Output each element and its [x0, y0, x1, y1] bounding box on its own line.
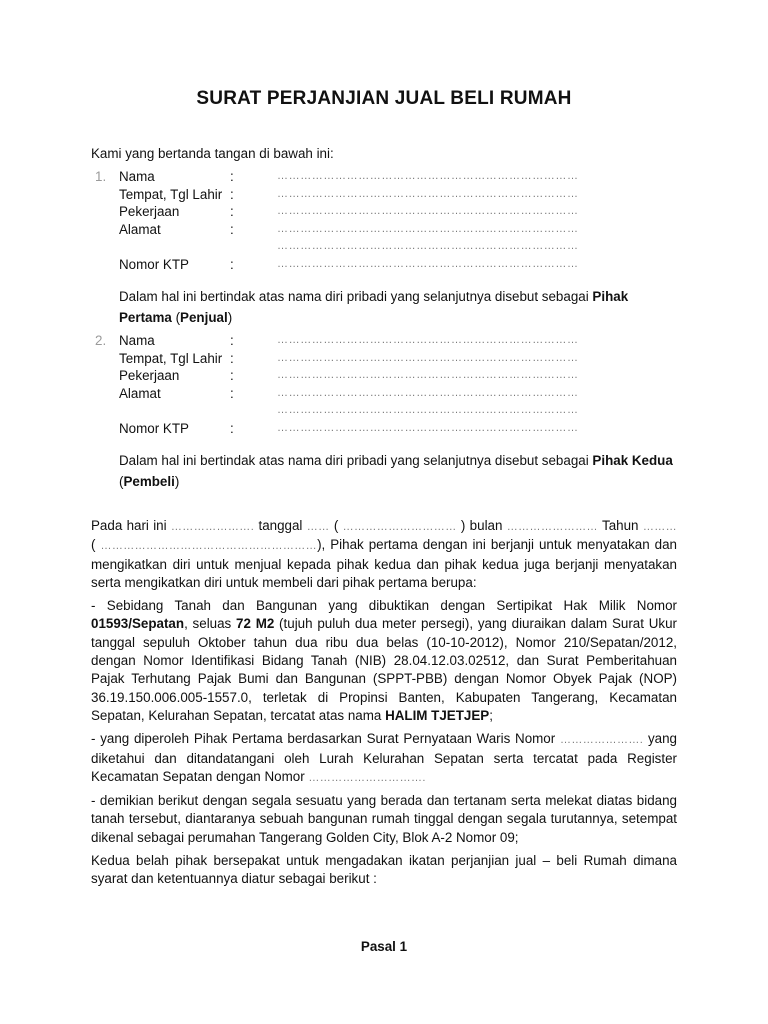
party-2-ktp-row [91, 420, 681, 438]
role-text: ( [171, 309, 181, 325]
role-bold: Pembeli [123, 473, 175, 489]
role-text: ) [174, 473, 180, 489]
paragraph-text: , seluas [184, 616, 237, 632]
paragraph-text: ) bulan [456, 518, 507, 533]
fill-in-dots: …………………………………………………………………… [277, 421, 579, 434]
field-label: Tempat, Tgl Lahir [119, 350, 223, 366]
party-1-block [91, 168, 681, 328]
field-label: Pekerjaan [119, 204, 180, 220]
fill-in-dots: ………………………………………………… [100, 540, 318, 553]
party-2-tempat-row [91, 350, 681, 368]
field-colon: : [230, 385, 234, 401]
party-2-alamat-row-2 [91, 402, 681, 420]
party-1-ktp-row [91, 256, 681, 274]
field-colon: : [230, 221, 234, 237]
paragraph-text: Tahun [597, 518, 643, 533]
fill-in-dots: …………………………………………………………………… [277, 187, 579, 200]
fill-in-dots: …………………………………………………………………… [277, 334, 579, 346]
fill-in-dots: ………………………… [342, 521, 457, 533]
paragraph-agreement-terms: Kedua belah pihak bersepakat untuk mengadakan ikatan perjanjian jual – beli Rumah dimana syarat dan ketentuannya diatur sebagai berikut : [91, 853, 677, 887]
paragraph-agreement-date [91, 517, 677, 592]
paragraph-text: ), Pihak pertama dengan ini berjanji untuk menyatakan dan mengikatkan diri untuk menjual kepada pihak kedua dan pihak kedua juga berjanji menyatakan serta mengikatkan diri untuk membeli dari pihak pertama berupa: [91, 537, 677, 590]
paragraph-text: - yang diperoleh Pihak Pertama berdasarkan Surat Pernyataan Waris Nomor [91, 731, 560, 747]
land-area: 72 M2 [236, 616, 275, 632]
document-body [91, 517, 677, 894]
party-1-alamat-row [91, 221, 681, 239]
field-colon: : [230, 256, 234, 272]
paragraph-text: (tujuh puluh dua meter persegi), yang diuraikan dalam Surat Ukur tanggal sepuluh Oktober tahun dua ribu dua belas (10-10-2012), Nomor 210/Sepatan/2012, dengan Nomor Identifikasi Bidang Tanah (NIB) 28.04.12.03.02512, dan Surat Pemberitahuan Pajak Terhutang Pajak Bumi dan Bangunan (SPPT-PBB) dengan Nomor Obyek Pajak (NOP) 36.19.150.006.005-1557.0, terletak di Propinsi Banten, Kabupaten Tangerang, Kecamatan Sepatan, Kelurahan Sepatan, tercatat atas nama [91, 616, 677, 723]
fill-in-dots: …………………………………………………………………… [277, 351, 579, 364]
field-label: Pekerjaan [119, 368, 180, 384]
party-1-role-text [119, 286, 679, 328]
party-1-alamat-row-2 [91, 238, 681, 256]
field-label: Nama [119, 333, 155, 348]
field-label: Nomor KTP [119, 420, 189, 436]
role-bold: Pihak Pertama [119, 288, 629, 325]
intro-text: Kami yang bertanda tangan di bawah ini: [91, 146, 334, 161]
field-label: Alamat [119, 221, 161, 237]
paragraph-text: yang diketahui dan ditandatangani oleh Lurah Kelurahan Sepatan serta tercatat pada Register Kecamatan Sepatan dengan Nomor [91, 731, 677, 784]
section-heading-pasal-1: Pasal 1 [360, 939, 408, 954]
owner-name: HALIM TJETJEP [385, 707, 490, 723]
role-text: Dalam hal ini bertindak atas nama diri pribadi yang selanjutnya disebut sebagai [119, 288, 593, 304]
field-colon: : [230, 350, 234, 366]
document-title: SURAT PERJANJIAN JUAL BELI RUMAH [196, 88, 572, 109]
fill-in-dots: …………………… [506, 521, 598, 533]
paragraph-building: - demikian berikut dengan segala sesuatu yang berada dan tertanam serta melekat diatas bidang tanah tersebut, diantaranya sebuah bangunan rumah tinggal dengan segala turutannya, setempat dikenal sebagai perumahan Tangerang Golden City, Blok A-2 Nomor 09; [91, 793, 677, 845]
fill-in-dots: …………………………………………………………………… [277, 240, 579, 253]
fill-in-dots: …………………………………………………………………… [277, 205, 579, 218]
role-text: ( [119, 473, 124, 489]
list-number: 2. [95, 333, 107, 348]
field-colon: : [230, 204, 234, 220]
field-colon: : [230, 333, 234, 348]
field-colon: : [230, 368, 234, 384]
fill-in-dots: …………………. [170, 521, 255, 533]
field-label: Alamat [119, 385, 161, 401]
fill-in-dots: …………………………………………………………………… [277, 170, 579, 182]
party-2-alamat-row [91, 385, 681, 403]
party-1-pekerjaan-row [91, 203, 681, 221]
fill-in-dots: …………………. [559, 734, 644, 747]
party-1-tempat-row [91, 186, 681, 204]
role-bold: Pihak Kedua [592, 452, 673, 468]
fill-in-dots: …………………………………………………………………… [277, 257, 579, 270]
fill-in-dots: …………………………………………………………………… [277, 386, 579, 399]
party-2-nama-row [91, 332, 681, 350]
party-1-nama-row [91, 168, 681, 186]
field-label: Nama [119, 169, 155, 184]
paragraph-text: ( [329, 518, 343, 533]
field-label: Tempat, Tgl Lahir [119, 186, 223, 202]
role-text: Dalam hal ini bertindak atas nama diri pribadi yang selanjutnya disebut sebagai [119, 452, 593, 468]
party-2-role-text [119, 450, 679, 492]
role-bold: Penjual [180, 309, 228, 325]
field-colon: : [230, 186, 234, 202]
paragraph-text: - Sebidang Tanah dan Bangunan yang dibuktikan dengan Sertipikat Hak Milik Nomor [91, 598, 677, 614]
role-text: ) [227, 309, 233, 325]
paragraph-text: Pada hari ini [91, 518, 171, 533]
field-label: Nomor KTP [119, 256, 189, 272]
field-colon: : [230, 420, 234, 436]
field-colon: : [230, 169, 234, 184]
paragraph-text: ; [489, 707, 493, 723]
paragraph-text: tanggal [254, 518, 307, 533]
fill-in-dots: …………………………. [308, 771, 426, 784]
fill-in-dots: …………………………………………………………………… [277, 222, 579, 235]
paragraph-inheritance [91, 730, 677, 787]
party-2-block [91, 332, 681, 492]
fill-in-dots: …………………………………………………………………… [277, 369, 579, 382]
paragraph-property-description [91, 597, 677, 725]
fill-in-dots: …………………………………………………………………… [277, 404, 579, 417]
fill-in-dots: ……… [642, 521, 678, 533]
paragraph-text: ( [91, 537, 101, 553]
party-2-pekerjaan-row [91, 367, 681, 385]
list-number: 1. [95, 169, 107, 184]
fill-in-dots: …… [306, 521, 330, 533]
certificate-number: 01593/Sepatan [91, 616, 185, 632]
